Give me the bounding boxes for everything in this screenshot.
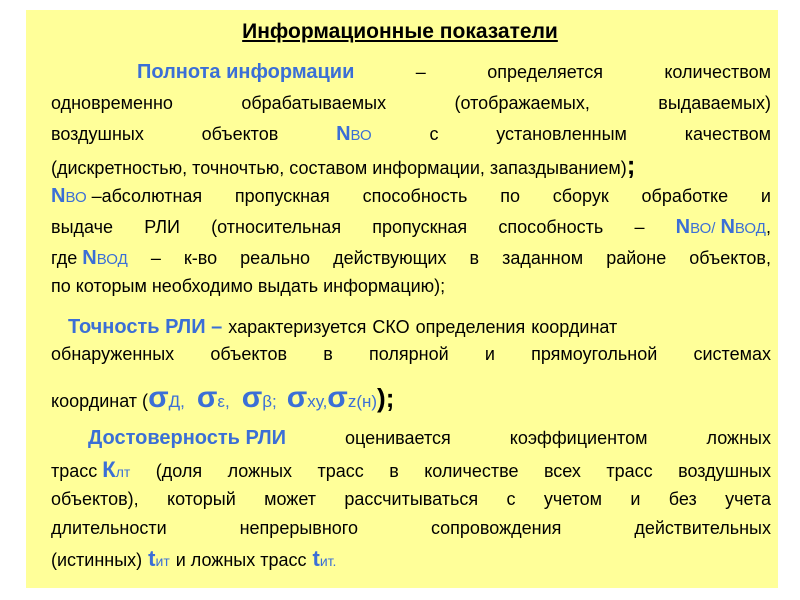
p1-line-2: одновременно обрабатываемых (отображаемых, выдаваемых) [51, 93, 771, 113]
p3-line-1: Достоверность РЛИ оценивается коэффициентом ложных [88, 424, 771, 452]
symbol-n-vo: NВО [336, 123, 372, 145]
p2-line-2: обнаруженных объектов в полярной и прямоугольной системах [51, 344, 771, 364]
symbol-n-vod: где NВОД [51, 247, 128, 269]
sigma-epsilon: σε, [196, 381, 230, 414]
sigma-z: σz(н)); [327, 381, 395, 414]
symbol-k-lt: трасс Клт [51, 457, 131, 482]
p1-line-6: выдаче РЛИ (относительная пропускная способность – NВО/ NВОД, [51, 213, 771, 241]
symbol-n-vo: NВО –абсолютная [51, 185, 203, 207]
p1-line-3: воздушных объектов NВО с установленным качеством [51, 120, 771, 148]
p3-line-2: трасс Клт (доля ложных трасс в количестве всех трасс воздушных [51, 456, 771, 484]
p3-line-3: объектов), который может рассчитываться с учетом и без учета [51, 489, 771, 509]
p2-line-1: Точность РЛИ – характеризуется СКО определения координат [68, 313, 771, 341]
p1-line-5: NВО –абсолютная пропускная способность по сборук обработке и [51, 182, 771, 210]
symbol-t-it-false: tит. [312, 546, 337, 571]
term-completeness: Полнота информации [137, 61, 355, 83]
symbol-n-vo-ratio: NВО/ NВОД, [675, 216, 771, 238]
term-accuracy: Точность РЛИ – [68, 316, 223, 338]
sigma-d: σД, [148, 381, 185, 414]
p1-line-8: по которым необходимо выдать информацию); [51, 276, 446, 296]
p3-line-4: длительности непрерывного сопровождения действительных [51, 518, 771, 538]
p1-line-7: где NВОД – к-во реально действующих в заданном районе объектов, [51, 244, 771, 272]
p2-line-3: координат ( σД, σε, σβ; σху, σz(н)); [51, 380, 771, 416]
p1-line-4: (дискретностью, точночтью, составом информации, запаздыванием) ; [51, 150, 636, 180]
sigma-beta: σβ; [241, 381, 277, 414]
slide-title: Информационные показатели [242, 20, 558, 43]
sigma-xy: σху, [286, 381, 328, 414]
p1-line-1: Полнота информации – определяется количеством [137, 58, 771, 86]
p3-line-5: (истинных) tит и ложных трасс tит. [51, 545, 771, 573]
term-reliability: Достоверность РЛИ [88, 427, 286, 449]
symbol-t-it: tит [148, 546, 170, 571]
